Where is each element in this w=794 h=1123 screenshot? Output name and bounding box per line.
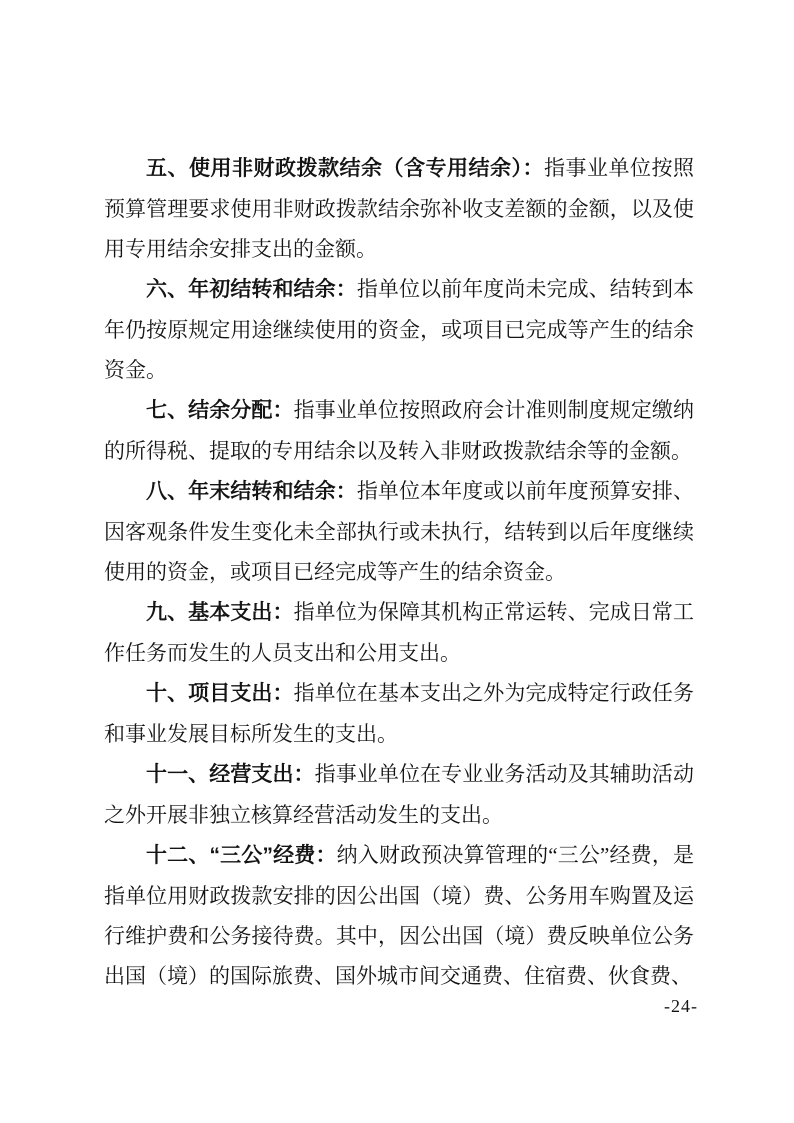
paragraph-heading: 九、基本支出： <box>146 601 294 624</box>
paragraph-heading: 七、结余分配： <box>146 399 294 422</box>
paragraph-heading: 五、使用非财政拨款结余（含专用结余）： <box>146 157 544 180</box>
paragraph-body: 指单位以前年度尚未完成、结转到本年仍按原规定用途继续使用的资金，或项目已完成等产生的结余资金。 <box>104 277 695 382</box>
paragraph-7-definition <box>104 390 694 471</box>
paragraph-body: 指事业单位按照政府会计准则制度规定缴纳的所得税、提取的专用结余以及转入非财政拨款结余等的金额。 <box>104 398 695 463</box>
paragraph-heading: 十、项目支出： <box>146 682 294 705</box>
paragraph-heading: 十一、经营支出： <box>146 763 315 786</box>
paragraph-body: 指事业单位按照预算管理要求使用非财政拨款结余弥补收支差额的金额，以及使用专用结余安排支出的金额。 <box>104 156 694 261</box>
paragraph-5-definition <box>104 148 694 269</box>
page-content <box>104 148 694 996</box>
paragraph-10-definition <box>104 673 694 754</box>
paragraph-9-definition <box>104 592 694 673</box>
paragraph-body: 指单位本年度或以前年度预算安排、因客观条件发生变化未全部执行或未执行，结转到以后年度继续使用的资金，或项目已经完成等产生的结余资金。 <box>104 479 695 584</box>
paragraph-heading: 八、年末结转和结余： <box>146 480 357 503</box>
paragraph-body: 指单位为保障其机构正常运转、完成日常工作任务而发生的人员支出和公用支出。 <box>104 600 695 665</box>
paragraph-body: 指事业单位在专业业务活动及其辅助活动之外开展非独立核算经营活动发生的支出。 <box>104 762 694 827</box>
paragraph-12-definition <box>104 835 694 996</box>
paragraph-heading: 十二、“三公”经费： <box>146 844 337 867</box>
paragraph-11-definition <box>104 754 694 835</box>
paragraph-heading: 六、年初结转和结余： <box>146 278 357 301</box>
paragraph-body: 指单位在基本支出之外为完成特定行政任务和事业发展目标所发生的支出。 <box>104 681 695 746</box>
paragraph-6-definition <box>104 269 694 390</box>
page-number: -24- <box>664 996 698 1016</box>
paragraph-8-definition <box>104 471 694 592</box>
paragraph-body: 纳入财政预决算管理的“三公”经费，是指单位用财政拨款安排的因公出国（境）费、公务用车购置及运行维护费和公务接待费。其中，因公出国（境）费反映单位公务出国（境）的国际旅费、国外城市间交通费、住宿费、伙食费、 <box>104 843 695 988</box>
